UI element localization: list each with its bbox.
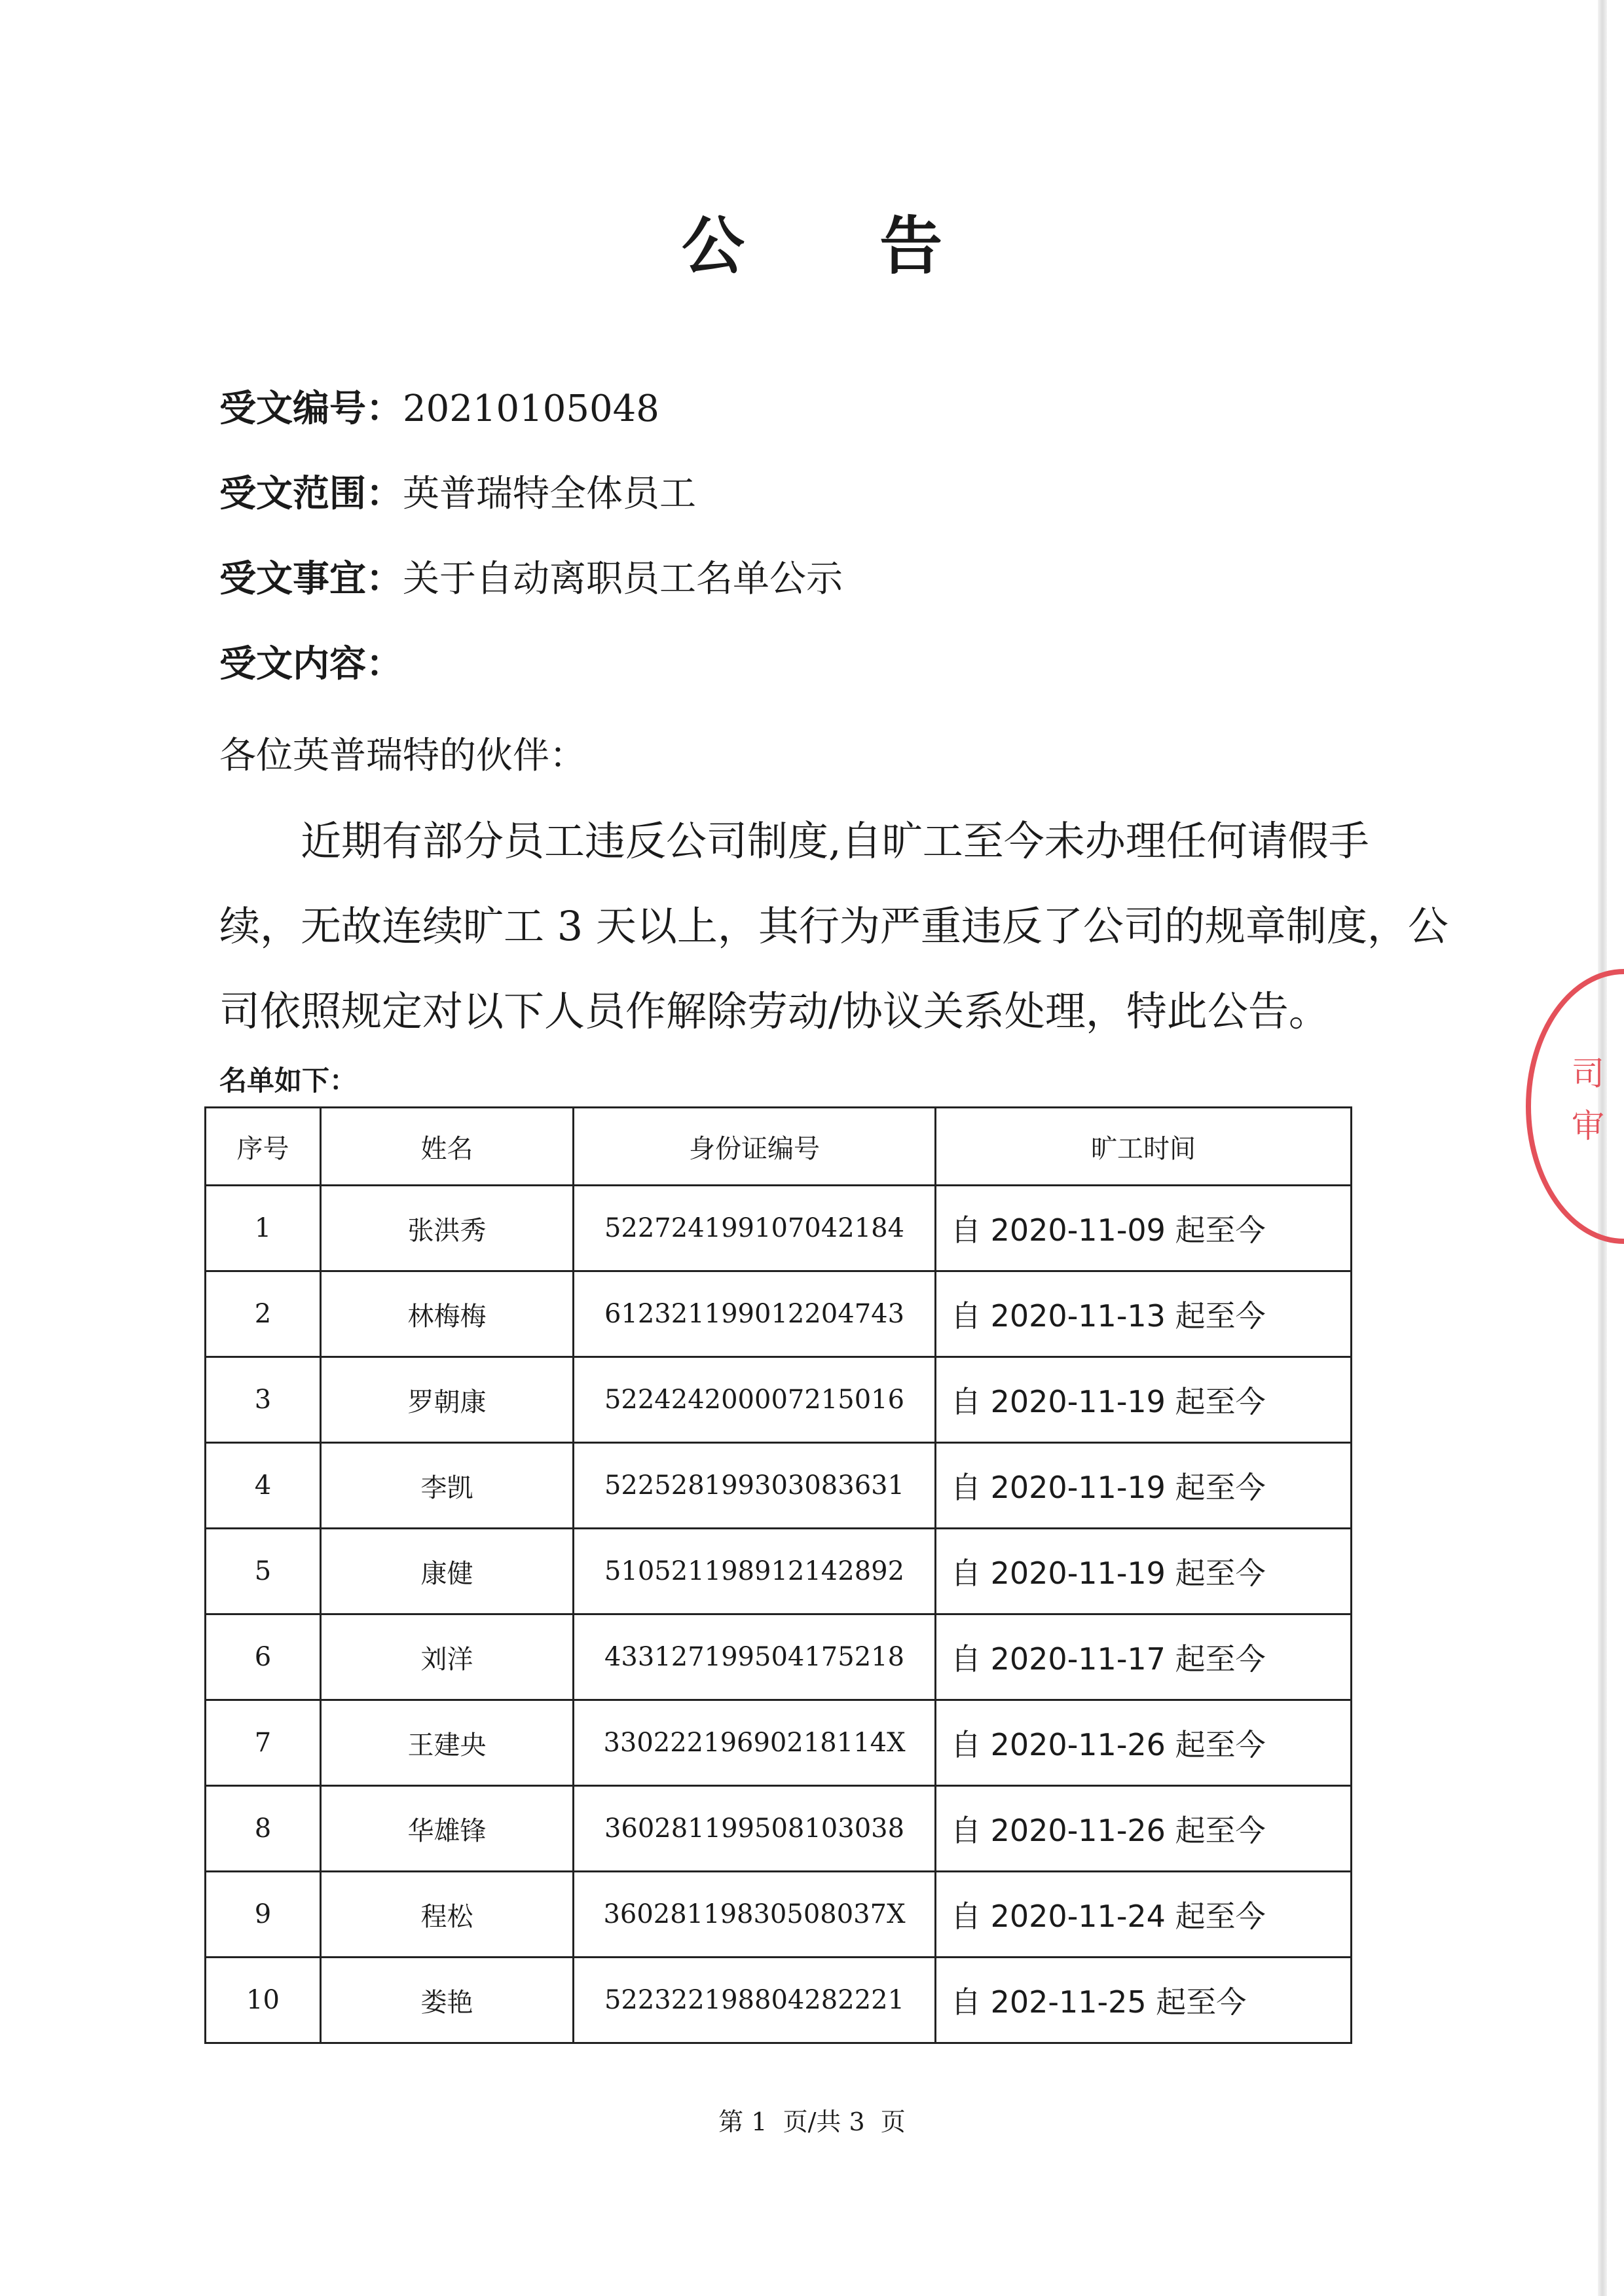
- meta-value: 英普瑞特全体员工: [403, 473, 696, 515]
- table-row: [206, 1614, 1352, 1700]
- body-paragraph: [219, 799, 1449, 1054]
- body-line: 近期有部分员工违反公司制度,自旷工至今未办理任何请假手: [219, 817, 1369, 865]
- employee-table: [204, 1106, 1352, 2044]
- cell-no: 2: [206, 1271, 321, 1357]
- cell-id: 522528199303083631: [574, 1443, 936, 1529]
- cell-no: 1: [206, 1186, 321, 1271]
- cell-date: 自 2020-11-26 起至今: [936, 1786, 1352, 1872]
- cell-no: 10: [206, 1958, 321, 2043]
- body-line: 司依照规定对以下人员作解除劳动/协议关系处理，特此公告。: [219, 987, 1329, 1035]
- cell-name: 林梅梅: [321, 1271, 574, 1357]
- cell-no: 8: [206, 1786, 321, 1872]
- table-row: [206, 1271, 1352, 1357]
- table-row: [206, 1186, 1352, 1271]
- cell-date: 自 2020-11-13 起至今: [936, 1271, 1352, 1357]
- cell-no: 6: [206, 1614, 321, 1700]
- seal-text: 司 审: [1572, 1055, 1604, 1145]
- cell-id: 612321199012204743: [574, 1271, 936, 1357]
- cell-date: 自 2020-11-09 起至今: [936, 1186, 1352, 1271]
- header-absence: 旷工时间: [936, 1108, 1352, 1186]
- cell-id: 33022219690218114X: [574, 1700, 936, 1786]
- cell-name: 王建央: [321, 1700, 574, 1786]
- table-row: [206, 1357, 1352, 1443]
- cell-no: 4: [206, 1443, 321, 1529]
- meta-label: 受文编号：: [219, 388, 403, 430]
- meta-label: 受文事宜：: [219, 558, 403, 600]
- header-name: 姓名: [321, 1108, 574, 1186]
- cell-id: 510521198912142892: [574, 1529, 936, 1614]
- meta-subject: [219, 550, 843, 602]
- cell-id: 522322198804282221: [574, 1958, 936, 2043]
- table-row: [206, 1958, 1352, 2043]
- cell-date: 自 2020-11-19 起至今: [936, 1529, 1352, 1614]
- table-row: [206, 1529, 1352, 1614]
- meta-scope: [219, 465, 696, 517]
- page-footer: 第 1 页/共 3 页: [718, 2107, 906, 2136]
- table-row: [206, 1872, 1352, 1958]
- cell-id: 522424200007215016: [574, 1357, 936, 1443]
- cell-id: 36028119830508037X: [574, 1872, 936, 1958]
- meta-value: 关于自动离职员工名单公示: [403, 558, 843, 600]
- cell-no: 5: [206, 1529, 321, 1614]
- cell-name: 娄艳: [321, 1958, 574, 2043]
- cell-name: 刘洋: [321, 1614, 574, 1700]
- meta-label: 受文内容：: [219, 643, 403, 685]
- table-row: [206, 1786, 1352, 1872]
- cell-date: 自 202-11-25 起至今: [936, 1958, 1352, 2043]
- meta-content: [219, 635, 403, 687]
- body-line: 续，无故连续旷工 3 天以上，其行为严重违反了公司的规章制度，公: [219, 902, 1449, 950]
- meta-doc-number: [219, 380, 659, 432]
- cell-name: 华雄锋: [321, 1786, 574, 1872]
- header-no: 序号: [206, 1108, 321, 1186]
- cell-date: 自 2020-11-17 起至今: [936, 1614, 1352, 1700]
- cell-name: 张洪秀: [321, 1186, 574, 1271]
- table-row: [206, 1443, 1352, 1529]
- header-id: 身份证编号: [574, 1108, 936, 1186]
- salutation: 各位英普瑞特的伙伴：: [219, 735, 586, 777]
- cell-date: 自 2020-11-26 起至今: [936, 1700, 1352, 1786]
- cell-name: 康健: [321, 1529, 574, 1614]
- cell-id: 522724199107042184: [574, 1186, 936, 1271]
- cell-no: 9: [206, 1872, 321, 1958]
- table-row: [206, 1700, 1352, 1786]
- cell-id: 433127199504175218: [574, 1614, 936, 1700]
- cell-no: 3: [206, 1357, 321, 1443]
- cell-date: 自 2020-11-19 起至今: [936, 1443, 1352, 1529]
- table-header-row: [206, 1108, 1352, 1186]
- meta-label: 受文范围：: [219, 473, 403, 515]
- cell-name: 李凯: [321, 1443, 574, 1529]
- cell-name: 罗朝康: [321, 1357, 574, 1443]
- list-label: 名单如下：: [219, 1065, 358, 1097]
- cell-date: 自 2020-11-24 起至今: [936, 1872, 1352, 1958]
- cell-no: 7: [206, 1700, 321, 1786]
- page-title: 公 告: [681, 210, 999, 283]
- meta-value: 20210105048: [403, 388, 659, 430]
- cell-name: 程松: [321, 1872, 574, 1958]
- cell-id: 360281199508103038: [574, 1786, 936, 1872]
- cell-date: 自 2020-11-19 起至今: [936, 1357, 1352, 1443]
